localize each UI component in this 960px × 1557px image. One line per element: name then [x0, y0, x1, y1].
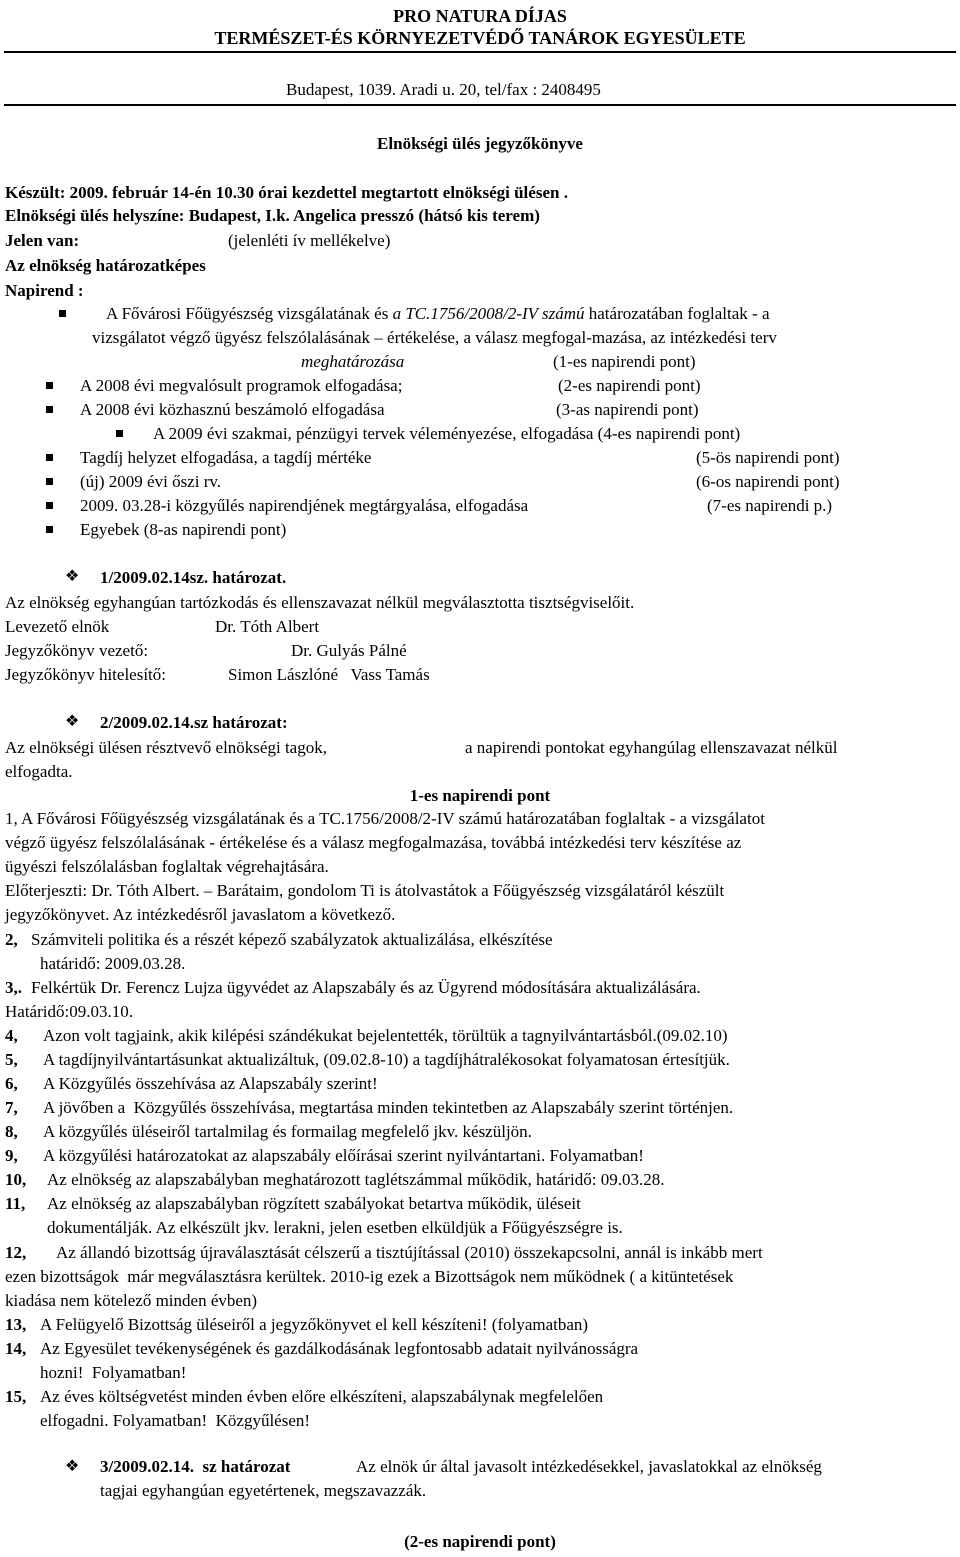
section-1-p1-line2: végző ügyész felszólalásának - értékelése és a válasz megfogalmazása, továbbá intézkedési terv készítése az	[5, 833, 742, 852]
resolution-3-title: 3/2009.02.14. sz határozat	[100, 1457, 291, 1476]
point-number: 9,	[5, 1146, 18, 1165]
resolution-2-line2: elfogadta.	[5, 762, 73, 781]
point-number: 13,	[5, 1315, 27, 1334]
quorum-text: Az elnökség határozatképes	[5, 256, 206, 275]
agenda-item-1-ref: a TC.1756/2008/2-IV számú	[392, 304, 585, 323]
minutes-keeper-label: Jegyzőkönyv vezető:	[5, 641, 149, 660]
chair-label: Levezető elnök	[5, 617, 110, 636]
point-number: 7,	[5, 1098, 18, 1117]
point-number: 12,	[5, 1243, 27, 1262]
minutes-keeper-value: Dr. Gulyás Pálné	[291, 641, 407, 660]
point-3-text: Felkértük Dr. Ferencz Lujza ügyvédet az Alapszabály és az Ügyrend módosítására aktualizálására.	[31, 978, 701, 997]
resolution-3-line2: tagjai egyhangúan egyetértenek, megszavazzák.	[100, 1481, 427, 1500]
point-12-line3: kiadása nem kötelező minden évben)	[5, 1291, 258, 1310]
resolution-2-line1a: Az elnökségi ülésen résztvevő elnökségi tagok,	[5, 738, 327, 757]
resolution-2-title: 2/2009.02.14.sz határozat:	[100, 713, 288, 732]
bullet-square-icon	[46, 478, 53, 485]
point-number: 5,	[5, 1050, 18, 1069]
diamond-bullet-icon: ❖	[65, 1458, 80, 1475]
agenda-item-3: A 2008 évi közhasznú beszámoló elfogadása	[80, 400, 385, 419]
header-divider	[4, 51, 956, 53]
bullet-square-icon	[46, 406, 53, 413]
intro-place: Elnökségi ülés helyszíne: Budapest, I.k. Angelica presszó (hátsó kis terem)	[5, 206, 540, 225]
agenda-item-1-text: A Fővárosi Főügyészség vizsgálatának és	[106, 304, 389, 323]
point-text: Az elnökség az alapszabályban meghatározott taglétszámmal működik, határidő: 09.03.28.	[47, 1170, 665, 1189]
bullet-square-icon	[46, 382, 53, 389]
point-number: 15,	[5, 1387, 27, 1406]
agenda-item-5-point: (5-ös napirendi pont)	[696, 448, 840, 467]
point-number: 3,.	[5, 978, 22, 997]
bullet-square-icon	[46, 502, 53, 509]
agenda-item-7: 2009. 03.28-i közgyűlés napirendjének megtárgyalása, elfogadása	[80, 496, 529, 515]
authenticator-label: Jegyzőkönyv hitelesítő:	[5, 665, 167, 684]
agenda-label: Napirend :	[5, 281, 84, 300]
point-3-deadline: Határidő:09.03.10.	[5, 1002, 133, 1021]
agenda-item-1-line2: vizsgálatot végző ügyész felszólalásának – értékelése, a válasz megfogal-mazása, az intézkedési terv	[92, 328, 777, 347]
point-2-text: Számviteli politika és a részét képező szabályzatok aktualizálása, elkészítése	[31, 930, 553, 949]
point-number: 8,	[5, 1122, 18, 1141]
point-2-deadline: határidő: 2009.03.28.	[40, 954, 186, 973]
point-11-line2: dokumentálják. Az elkészült jkv. lerakni, jelen esetben elküldjük a Főügyészségre is.	[47, 1218, 623, 1237]
agenda-item-3-point: (3-as napirendi pont)	[556, 400, 699, 419]
point-text: A jövőben a Közgyűlés összehívása, megtartása minden tekintetben az Alapszabály szerint történjen.	[43, 1098, 734, 1117]
point-number: 10,	[5, 1170, 27, 1189]
agenda-item-5: Tagdíj helyzet elfogadása, a tagdíj mértéke	[80, 448, 372, 467]
point-text: A közgyűlési határozatokat az alapszabály előírásai szerint nyilvántartani. Folyamatban!	[43, 1146, 644, 1165]
section-1-p1-line3: ügyészi felszólalásban foglaltak végrehajtására.	[5, 857, 329, 876]
present-value: (jelenléti ív mellékelve)	[228, 231, 391, 250]
resolution-3-line1: Az elnök úr által javasolt intézkedésekkel, javaslatokkal az elnökség	[356, 1457, 822, 1476]
resolution-1-text: Az elnökség egyhangúan tartózkodás és ellenszavazat nélkül megválasztotta tisztségviselőit.	[5, 593, 635, 612]
section-2-heading: (2-es napirendi pont)	[404, 1532, 556, 1551]
point-13-text: A Felügyelő Bizottság üléseiről a jegyzőkönyvet el kell készíteni! (folyamatban)	[40, 1315, 589, 1334]
point-15-line2: elfogadni. Folyamatban! Közgyűlésen!	[40, 1411, 311, 1430]
point-text: A közgyűlés üléseiről tartalmilag és formailag megfelelő jkv. készüljön.	[43, 1122, 532, 1141]
address-divider	[4, 104, 956, 106]
point-12-line1: Az állandó bizottság újraválasztását célszerű a tisztújítással (2010) összekapcsolni, annál is inkább mert	[56, 1243, 763, 1262]
bullet-square-icon	[46, 526, 53, 533]
org-name: TERMÉSZET-ÉS KÖRNYEZETVÉDŐ TANÁROK EGYESÜLETE	[214, 28, 746, 48]
resolution-1-title: 1/2009.02.14sz. határozat.	[100, 568, 287, 587]
agenda-item-4: A 2009 évi szakmai, pénzügyi tervek véleményezése, elfogadása (4-es napirendi pont)	[153, 424, 741, 443]
point-14-line2: hozni! Folyamatban!	[40, 1363, 187, 1382]
point-number: 11,	[5, 1194, 26, 1213]
point-14-line1: Az Egyesület tevékenységének és gazdálkodásának legfontosabb adatait nyilvánosságra	[40, 1339, 639, 1358]
agenda-item-1	[106, 302, 770, 325]
point-15-line1: Az éves költségvetést minden évben előre elkészíteni, alapszabálynak megfelelően	[40, 1387, 604, 1406]
agenda-item-1-text2: határozatában foglaltak - a	[588, 304, 770, 323]
point-number: 4,	[5, 1026, 18, 1045]
agenda-item-6-point: (6-os napirendi pont)	[696, 472, 840, 491]
point-12-line2: ezen bizottságok már megválasztásra kerültek. 2010-ig ezek a Bizottságok nem működnek ( a kitüntetések	[5, 1267, 734, 1286]
agenda-item-2-point: (2-es napirendi pont)	[558, 376, 701, 395]
section-1-p2-line1: Előterjeszti: Dr. Tóth Albert. – Barátaim, gondolom Ti is átolvastátok a Főügyészség vizsgálatáról készült	[5, 881, 725, 900]
point-text: A Közgyűlés összehívása az Alapszabály szerint!	[43, 1074, 378, 1093]
agenda-item-6: (új) 2009 évi őszi rv.	[80, 472, 222, 491]
agenda-item-1-line3: meghatározása	[301, 352, 405, 371]
point-text: A tagdíjnyilvántartásunkat aktualizáltuk, (09.02.8-10) a tagdíjhátralékosokat folyamatosan értesítjük.	[43, 1050, 730, 1069]
point-number: 2,	[5, 930, 18, 949]
bullet-square-icon	[46, 454, 53, 461]
agenda-item-2: A 2008 évi megvalósult programok elfogadása;	[80, 376, 403, 395]
bullet-square-icon	[116, 430, 123, 437]
present-label: Jelen van:	[5, 231, 80, 250]
point-number: 14,	[5, 1339, 27, 1358]
section-1-heading: 1-es napirendi pont	[409, 786, 551, 805]
org-title: PRO NATURA DÍJAS	[393, 6, 567, 26]
agenda-item-8: Egyebek (8-as napirendi pont)	[80, 520, 287, 539]
diamond-bullet-icon: ❖	[65, 713, 80, 730]
point-number: 6,	[5, 1074, 18, 1093]
authenticator-value: Simon Lászlóné Vass Tamás	[228, 665, 430, 684]
section-1-p1-line1: 1, A Fővárosi Főügyészség vizsgálatának és a TC.1756/2008/2-IV számú határozatában foglaltak - a vizsgálatot	[5, 809, 765, 828]
section-1-p2-line2: jegyzőkönyvet. Az intézkedésről javaslatom a következő.	[5, 905, 396, 924]
point-text: Azon volt tagjaink, akik kilépési szándékukat bejelentették, törültük a tagnyilvántartásból.(09.02.10)	[43, 1026, 728, 1045]
point-11-line1: Az elnökség az alapszabályban rögzített szabályokat betartva működik, üléseit	[47, 1194, 581, 1213]
intro-made: Készült: 2009. február 14-én 10.30 órai kezdettel megtartott elnökségi ülésen .	[5, 183, 568, 202]
agenda-item-7-point: (7-es napirendi p.)	[707, 496, 833, 515]
org-address: Budapest, 1039. Aradi u. 20, tel/fax : 2408495	[286, 80, 601, 99]
document-title: Elnökségi ülés jegyzőkönyve	[377, 134, 583, 153]
agenda-item-1-point: (1-es napirendi pont)	[553, 352, 696, 371]
diamond-bullet-icon: ❖	[65, 568, 80, 585]
resolution-2-line1b: a napirendi pontokat egyhangúlag ellenszavazat nélkül	[465, 738, 838, 757]
bullet-square-icon	[59, 310, 66, 317]
chair-value: Dr. Tóth Albert	[215, 617, 320, 636]
